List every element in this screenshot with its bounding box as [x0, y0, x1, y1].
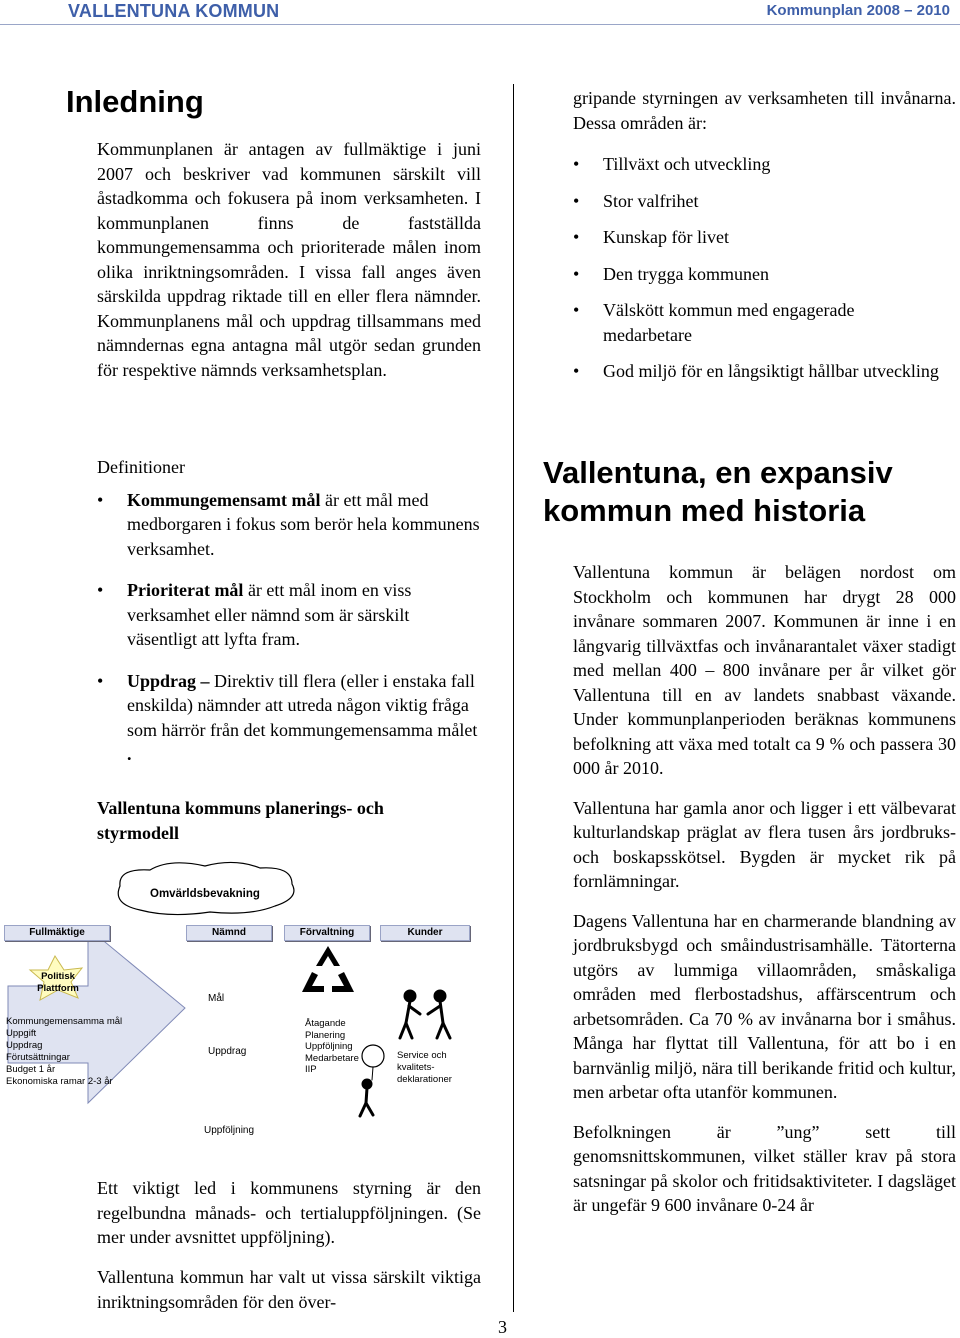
org-name: VALLENTUNA KOMMUN: [68, 1, 280, 21]
definition-term: Prioriterat mål: [127, 580, 244, 600]
definition-item: [97, 488, 482, 562]
definition-term: Kommungemensamt mål: [127, 489, 321, 510]
definition-text: är ett mål inom en viss verksamhet eller nämnd som är särskilt väsentligt att lyfta fram.: [127, 580, 412, 649]
definitions-section: [97, 455, 482, 767]
balloon-person-icon: [360, 1045, 384, 1116]
history-paragraph: Befolkningen är ”ung” sett till genomsnittskommunen, vilket ställer krav på stora satsningar på skolor och fritidsaktiviteter. I dagsläget är ungefär 9 600 invånare 0-24 år: [573, 1121, 956, 1215]
handshake-icon: [400, 991, 450, 1038]
atagande-line: Medarbetare: [305, 1052, 359, 1064]
definition-term: Uppdrag –: [127, 670, 210, 691]
service-label: Service och kvalitets- deklarationer: [397, 1050, 452, 1085]
definition-item: [97, 578, 482, 652]
uppfoljning-label: Uppföljning: [204, 1125, 255, 1136]
omvarld-label: Omvärldsbevakning: [150, 888, 260, 900]
atagande-text: [305, 1018, 359, 1076]
atagande-line: IIP: [305, 1064, 317, 1075]
history-paragraph: Dagens Vallentuna har en charmerande blandning av jordbruksbygd och småindustrisamhälle. Tätorterna utgörs av lummiga villaområden, småskaliga områden med flerbostadshus, affärscentrum och arbetsområden. Ca 70 % av invånarna bor i småhus. Många har flyttat till Vallentuna, för att bo i en barnvänlig miljö, nära till berikande fritid och kultur, men arbetar ofta utanför kommunen.: [573, 910, 956, 1102]
recycle-icon: [302, 946, 354, 992]
namnd-box: Nämnd: [186, 925, 272, 941]
forvaltning-box: Förvaltning: [284, 925, 370, 941]
column-divider: [513, 84, 514, 1312]
areas-intro-paragraph: Vallentuna kommun har valt ut vissa särskilt viktiga inriktningsområden för den över-: [97, 1267, 481, 1312]
area-item: • Välskött kommun med engagerade medarbetare: [573, 298, 923, 347]
area-item: • Kunskap för livet: [573, 225, 956, 250]
definition-item: [97, 669, 482, 767]
arrow-line: Uppdrag: [6, 1040, 43, 1051]
arrow-line: Budget 1 år: [6, 1064, 56, 1075]
arrow-line: Kommungemensamma mål: [6, 1016, 123, 1027]
definitions-list: [97, 488, 482, 767]
atagande-line: Uppföljning: [305, 1041, 353, 1052]
area-item: • Den trygga kommunen: [573, 262, 956, 287]
atagande-line: Planering: [305, 1029, 346, 1041]
definition-text: är ett mål med medborgaren i fokus som berör hela kommunens verksamhet.: [127, 489, 480, 559]
area-item: • God miljö för en långsiktigt hållbar utveckling: [573, 359, 943, 384]
arrow-line: Uppgift: [6, 1028, 37, 1039]
section-heading: Vallentuna, en expansiv kommun med historia: [543, 455, 893, 528]
planning-model-diagram: [0, 858, 512, 1158]
arrow-text: [6, 1016, 122, 1088]
area-item: • Stor valfrihet: [573, 189, 956, 214]
uppdrag-label: Uppdrag: [208, 1046, 247, 1057]
definitions-heading: Definitioner: [97, 457, 185, 477]
history-paragraph: Vallentuna har gamla anor och ligger i ett välbevarat kulturlandskap präglat av flera tusen års jordbruks- och boskapsskötsel. Bygden är mycket rik på fornlämningar.: [573, 797, 956, 891]
fullmaktige-box: Fullmäktige: [4, 925, 110, 941]
document-title: Kommunplan 2008 – 2010: [766, 2, 950, 19]
followup-paragraph: Ett viktigt led i kommunens styrning är den regelbundna månads- och tertialuppföljningen. (Se mer under avsnittet uppföljning).: [97, 1178, 481, 1247]
history-section: [573, 560, 956, 1218]
politisk-label: Politisk Plattform: [37, 971, 79, 994]
history-paragraph: Vallentuna kommun är belägen nordost om Stockholm och kommunen har drygt 28 000 invånare sommaren 2007. Kommunen är inne i en långvarig tillväxtfas och invånarantalet växer stadigt med mellan 400 – 800 invånare per år vilket gör Vallentuna till en av landets snabbast växande. Under kommunplanperioden beräknas kommunens befolkning att växa med totalt ca 9 % och passera 30 000 år 2010.: [573, 562, 956, 778]
definition-tail: .: [127, 744, 132, 764]
definition-text: Direktiv till flera (eller i enstaka fall enskilda) nämnder att utreda någon viktig fråga som härrör från det kommungemensamma målet: [127, 670, 478, 740]
areas-list: [573, 152, 956, 384]
continued-paragraph: gripande styrningen av verksamheten till invånarna. Dessa områden är:: [573, 88, 956, 133]
model-heading: Vallentuna kommuns planerings- och styrmodell: [97, 798, 384, 843]
page-header: [0, 0, 960, 26]
page-number: 3: [498, 1317, 507, 1337]
kunder-box: Kunder: [380, 925, 470, 941]
mal-label: Mål: [208, 993, 225, 1004]
page-title: Inledning: [66, 84, 204, 119]
atagande-line: Åtagande: [305, 1018, 346, 1029]
area-item: • Tillväxt och utveckling: [573, 152, 956, 177]
arrow-line: Ekonomiska ramar 2-3 år: [6, 1076, 113, 1087]
intro-paragraph: Kommunplanen är antagen av fullmäktige i juni 2007 och beskriver vad kommunen särskilt vill åstadkomma och fokusera på inom verksamheten. I kommunplanen finns de fastställda kommungemensamma och prioriterade målen inom olika inriktningsområden. I vissa fall anges även särskilda uppdrag riktade till en eller flera nämnder. Kommunplanens mål och uppdrag tillsammans med nämndernas egna antagna mål utgör sedan grunden för respektive nämnds verksamhetsplan.: [97, 139, 481, 380]
header-rule: [0, 24, 960, 25]
diagram-graphics: [0, 858, 512, 1158]
arrow-line: Förutsättningar: [6, 1052, 70, 1063]
